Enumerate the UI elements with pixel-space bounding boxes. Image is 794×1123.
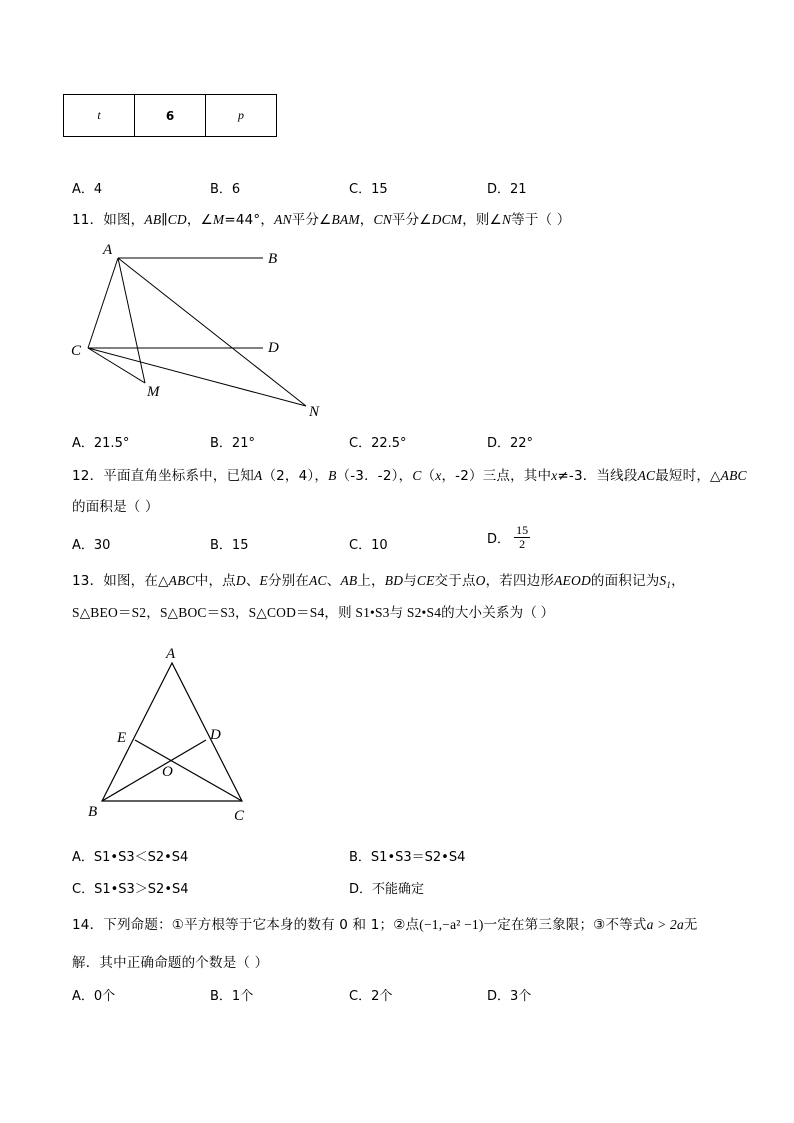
q13-stem-line1: 13．如图，在△ABC中，点D、E分别在AC、AB上，BD与CE交于点O，若四边形AEOD的面积记为$S_1$， xyxy=(72,573,685,590)
q12-option-b[interactable]: B．15 xyxy=(210,538,249,553)
q14-stem-line1: 14．下列命题：①平方根等于它本身的数有 0 和 1；②点(−1,−a² −1)一定在第三象限；③不等式a > 2a无 xyxy=(72,917,698,933)
q11-option-c[interactable]: C．22.5° xyxy=(349,436,407,451)
table-cell: 6 xyxy=(135,95,206,137)
q12-stem-line1: 12．平面直角坐标系中，已知A（2，4），B（-3．-2），C（x，-2）三点，其中x≠-3．当线段AC最短时，△ABC xyxy=(72,468,747,484)
q13-option-c[interactable]: C．S1•S3＞S2•S4 xyxy=(72,882,189,897)
q14-option-c[interactable]: C．2个 xyxy=(349,989,393,1004)
q11-stem: 11．如图，AB∥CD，∠M=44°，AN平分∠BAM，CN平分∠DCM，则∠N等于（ ） xyxy=(72,212,571,228)
q14-option-d[interactable]: D．3个 xyxy=(487,989,532,1004)
q11-label-c: C xyxy=(71,343,82,359)
q11-label-n: N xyxy=(309,404,320,420)
q11-option-b[interactable]: B．21° xyxy=(210,436,255,451)
q13-label-b: B xyxy=(88,804,98,820)
q14-stem-line2: 解．其中正确命题的个数是（ ） xyxy=(72,955,269,971)
q11-option-a[interactable]: A．21.5° xyxy=(72,436,130,451)
q13-option-a[interactable]: A．S1•S3＜S2•S4 xyxy=(72,850,189,865)
table-cell: t xyxy=(64,95,135,137)
q10-option-c[interactable]: C．15 xyxy=(349,182,388,197)
q13-label-d: D xyxy=(210,727,221,743)
table-cell: p xyxy=(206,95,277,137)
q13-label-e: E xyxy=(117,730,127,746)
q13-label-c: C xyxy=(234,808,245,824)
q13-option-d[interactable]: D．不能确定 xyxy=(349,882,425,897)
q13-label-a: A xyxy=(166,646,176,662)
q11-label-m: M xyxy=(147,384,160,400)
q10-option-a[interactable]: A．4 xyxy=(72,182,103,197)
q11-label-b: B xyxy=(268,251,278,267)
q10-option-b[interactable]: B．6 xyxy=(210,182,241,197)
q12-option-a[interactable]: A．30 xyxy=(72,538,111,553)
q11-label-a: A xyxy=(103,242,113,258)
q11-label-d: D xyxy=(268,340,279,356)
q13-stem-line2: S△BEO＝S2，S△BOC＝S3，S△COD＝S4，则 S1•S3与 S2•S4的大小关系为（ ） xyxy=(72,605,555,620)
q12-option-c[interactable]: C．10 xyxy=(349,538,388,553)
q10-option-d[interactable]: D．21 xyxy=(487,182,527,197)
q14-option-a[interactable]: A．0个 xyxy=(72,989,116,1004)
q11-option-d[interactable]: D．22° xyxy=(487,436,534,451)
q12-stem-line2: 的面积是（ ） xyxy=(72,499,159,515)
q12-option-d[interactable]: D． $\frac{15}{2}$ xyxy=(487,523,529,551)
q14-option-b[interactable]: B．1个 xyxy=(210,989,254,1004)
q13-option-b[interactable]: B．S1•S3＝S2•S4 xyxy=(349,850,466,865)
q13-label-o: O xyxy=(162,764,173,780)
fraction: $\frac{15}{2}$ xyxy=(516,523,529,551)
